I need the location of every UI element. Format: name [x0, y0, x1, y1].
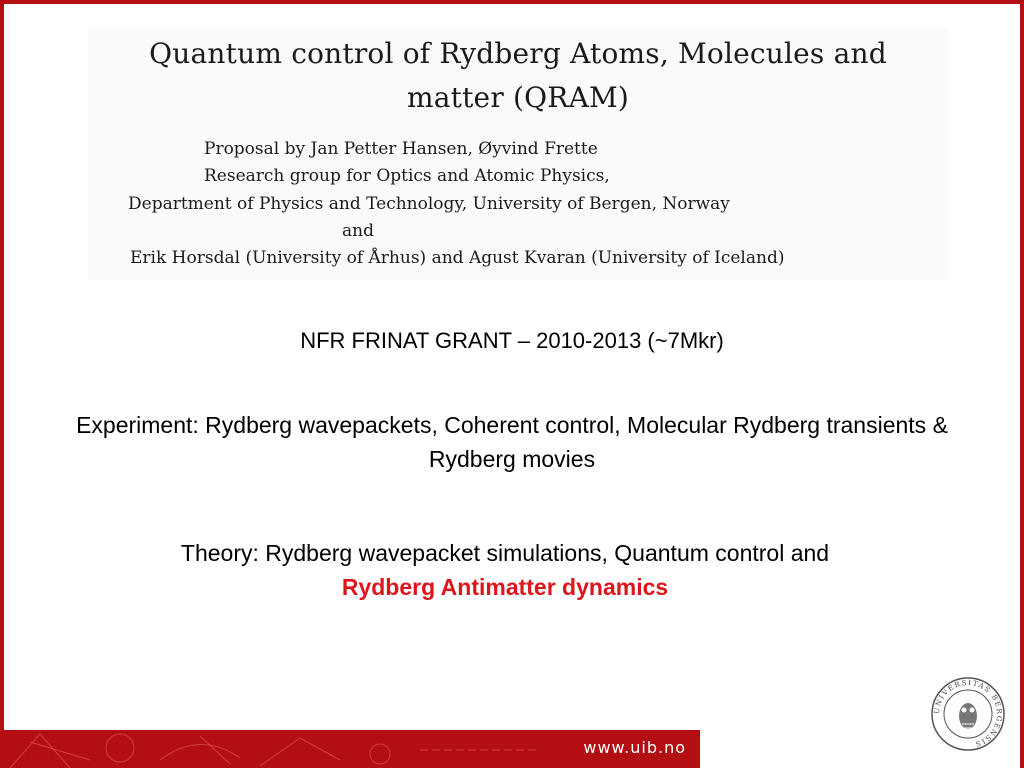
grant-text: NFR FRINAT GRANT – 2010-2013 (~7Mkr) — [300, 328, 724, 353]
author-line: Department of Physics and Technology, University of Bergen, Norway — [128, 194, 730, 214]
paper-header-image — [88, 28, 948, 280]
theory-text — [60, 536, 950, 604]
author-line: Research group for Optics and Atomic Physics, — [204, 166, 610, 186]
seal-text: UNIVERSITAS BERGENSIS — [932, 678, 1004, 749]
paper-title — [88, 32, 948, 120]
experiment-text: Experiment: Rydberg wavepackets, Coherent control, Molecular Rydberg transients & Rydberg movies — [76, 412, 948, 472]
footer-bar — [0, 730, 700, 768]
paper-title-line-1: Quantum control of Rydberg Atoms, Molecules and — [149, 37, 887, 70]
university-seal-icon — [930, 676, 1006, 752]
author-line: Erik Horsdal (University of Århus) and Agust Kvaran (University of Iceland) — [130, 248, 785, 268]
author-line: Proposal by Jan Petter Hansen, Øyvind Frette — [204, 139, 598, 159]
paper-title-line-2: matter (QRAM) — [407, 81, 629, 114]
footer-url[interactable]: www.uib.no — [583, 738, 686, 757]
theory-line: Theory: Rydberg wavepacket simulations, Quantum control and — [180, 540, 830, 566]
theory-highlight: Rydberg Antimatter dynamics — [341, 574, 669, 600]
author-line: and — [342, 221, 374, 241]
